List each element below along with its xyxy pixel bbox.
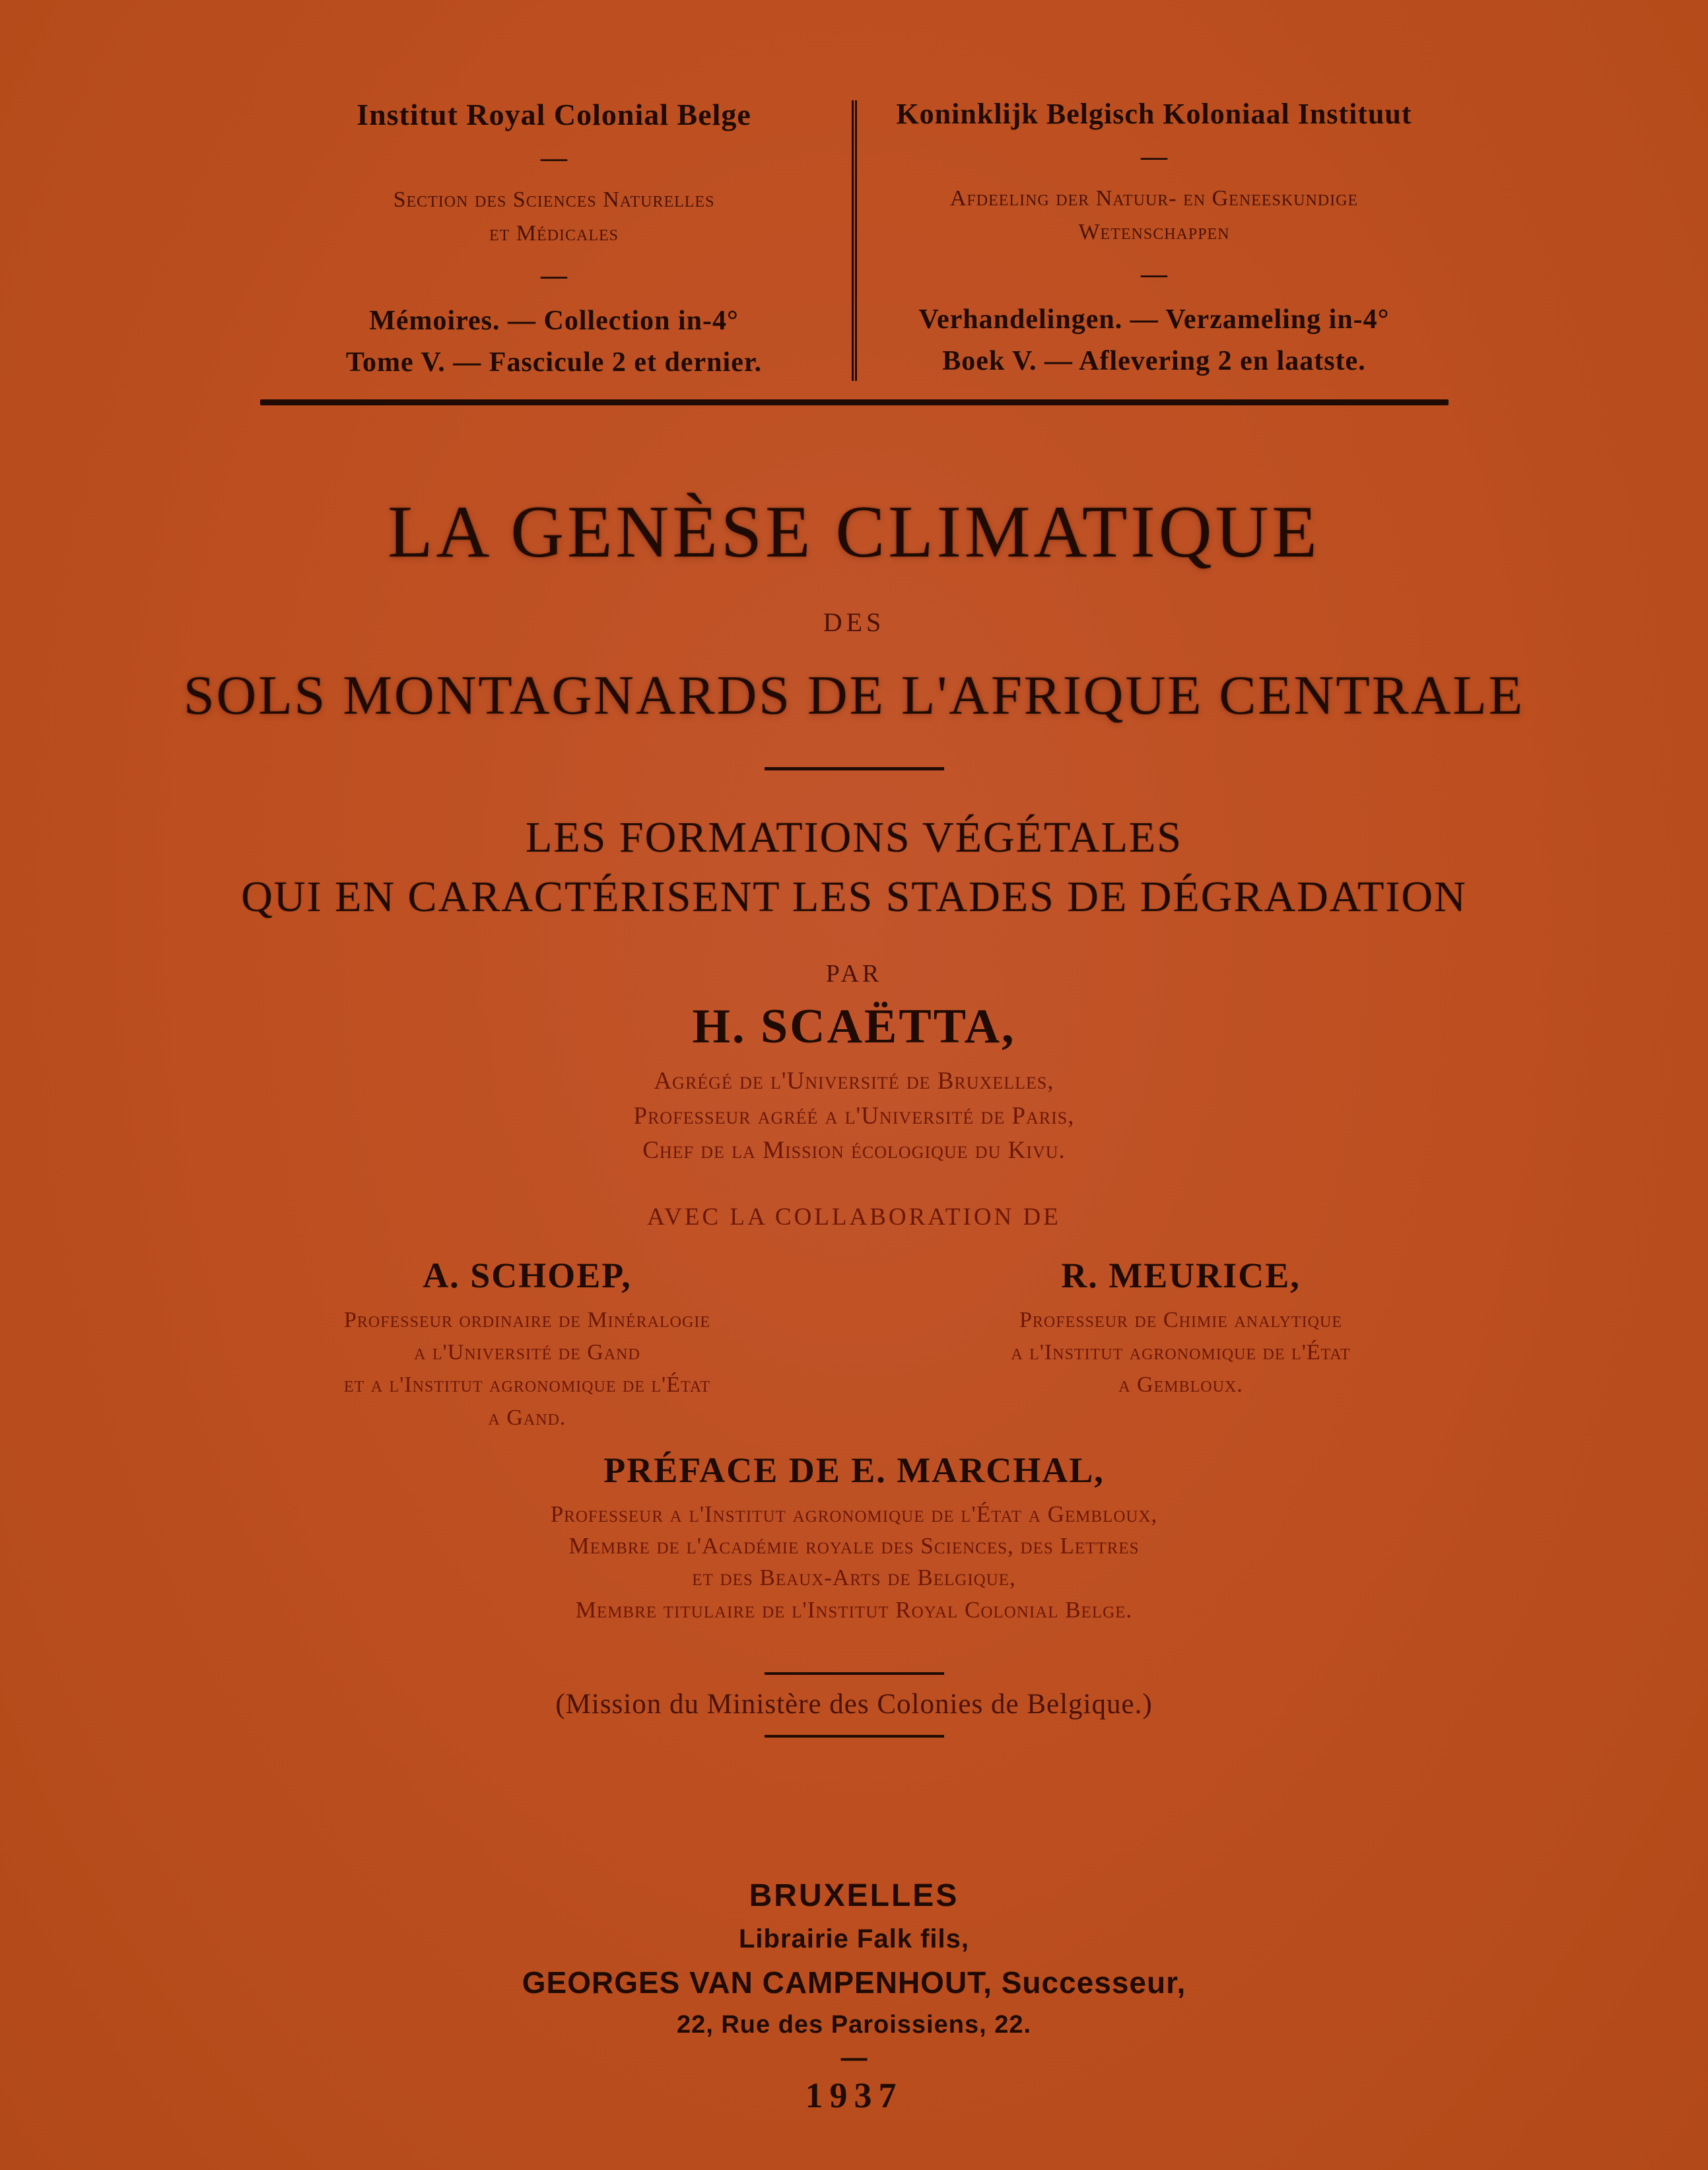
credential-line: Professeur de Chimie analytique bbox=[1019, 1307, 1342, 1332]
separator-dash: — bbox=[1141, 141, 1167, 171]
credential-line: Membre titulaire de l'Institut Royal Colonial Belge. bbox=[575, 1596, 1133, 1623]
section-line-1: Section des Sciences Naturelles bbox=[393, 187, 715, 212]
collaborator-left bbox=[201, 1255, 854, 1434]
imprint-city: BRUXELLES bbox=[749, 1878, 959, 1914]
collaboration-heading: AVEC LA COLLABORATION DE bbox=[647, 1203, 1061, 1231]
credential-line: a l'Institut agronomique de l'État bbox=[1011, 1339, 1351, 1365]
header-divider bbox=[852, 100, 857, 381]
series-collection: Verhandelingen. — Verzameling in-4° bbox=[918, 304, 1390, 335]
org-name-french: Institut Royal Colonial Belge bbox=[357, 98, 751, 131]
section-name-french bbox=[393, 183, 715, 250]
collaborator-name: A. SCHOEP, bbox=[423, 1255, 632, 1295]
series-volume: Tome V. — Fascicule 2 et dernier. bbox=[345, 347, 763, 378]
section-line-2: et Médicales bbox=[489, 220, 619, 246]
author-credentials bbox=[0, 1064, 1708, 1169]
collaborator-right bbox=[854, 1255, 1508, 1434]
credential-line: Professeur a l'Institut agronomique de l'État a Gembloux, bbox=[550, 1501, 1158, 1527]
credential-line: a l'Université de Gand bbox=[414, 1339, 640, 1365]
credential-line: Membre de l'Académie royale des Sciences, des Lettres bbox=[568, 1533, 1140, 1559]
series-info-french bbox=[346, 300, 762, 384]
mission-note: (Mission du Ministère des Colonies de Belgique.) bbox=[555, 1689, 1153, 1720]
series-volume: Boek V. — Aflevering 2 en laatste. bbox=[942, 345, 1366, 376]
collaborators bbox=[201, 1255, 1508, 1434]
imprint bbox=[0, 1878, 1708, 2116]
header-right-block bbox=[857, 98, 1452, 384]
book-title-connector: DES bbox=[823, 607, 885, 637]
separator-dash: — bbox=[840, 2043, 868, 2073]
collaborator-credentials bbox=[214, 1304, 841, 1434]
subtitle-line1: LES FORMATIONS VÉGÉTALES bbox=[526, 813, 1182, 862]
section-name-dutch bbox=[950, 182, 1358, 249]
credential-line: a Gand. bbox=[488, 1405, 566, 1430]
separator-dash: — bbox=[541, 259, 567, 290]
imprint-bookseller: Librairie Falk fils, bbox=[738, 1924, 969, 1954]
credential-line: et des Beaux-Arts de Belgique, bbox=[692, 1565, 1016, 1591]
credential-line: a Gembloux. bbox=[1118, 1373, 1243, 1398]
imprint-publisher: GEORGES VAN CAMPENHOUT, Successeur, bbox=[522, 1965, 1186, 2000]
separator-dash: — bbox=[1141, 258, 1167, 288]
preface-heading: PRÉFACE DE E. MARCHAL, bbox=[603, 1450, 1105, 1490]
byline-par: PAR bbox=[825, 960, 883, 988]
header-left-block bbox=[257, 98, 852, 384]
credential-line: Agrégé de l'Université de Bruxelles, bbox=[654, 1068, 1054, 1095]
separator-dash: — bbox=[541, 142, 567, 172]
series-info-dutch bbox=[919, 299, 1390, 382]
book-title-line1: LA GENÈSE CLIMATIQUE bbox=[388, 491, 1320, 573]
credential-line: Professeur agréé a l'Université de Paris, bbox=[633, 1102, 1075, 1130]
imprint-address: 22, Rue des Paroissiens, 22. bbox=[676, 2011, 1032, 2039]
subtitle-line2: QUI EN CARACTÉRISENT LES STADES DE DÉGRADATION bbox=[241, 873, 1467, 922]
org-name-dutch: Koninklijk Belgisch Koloniaal Instituut bbox=[896, 98, 1412, 130]
section-line-2: Wetenschappen bbox=[1078, 219, 1230, 244]
header-rule bbox=[260, 399, 1449, 405]
collaborator-credentials bbox=[868, 1304, 1495, 1402]
credential-line: et a l'Institut agronomique de l'État bbox=[343, 1373, 711, 1398]
author-name: H. SCAËTTA, bbox=[692, 1000, 1016, 1054]
preface-credentials bbox=[0, 1499, 1708, 1626]
divider-rule bbox=[765, 767, 944, 770]
credential-line: Professeur ordinaire de Minéralogie bbox=[344, 1307, 710, 1332]
section-line-1: Afdeeling der Natuur- en Geneeskundige bbox=[949, 186, 1359, 211]
book-title-line2: SOLS MONTAGNARDS DE L'AFRIQUE CENTRALE bbox=[183, 664, 1525, 726]
header bbox=[257, 98, 1452, 384]
imprint-year: 1937 bbox=[805, 2076, 903, 2116]
series-collection: Mémoires. — Collection in-4° bbox=[369, 305, 739, 336]
credential-line: Chef de la Mission écologique du Kivu. bbox=[642, 1137, 1066, 1165]
divider-rule bbox=[765, 1735, 944, 1738]
divider-rule bbox=[765, 1672, 944, 1675]
collaborator-name: R. MEURICE, bbox=[1061, 1255, 1301, 1295]
